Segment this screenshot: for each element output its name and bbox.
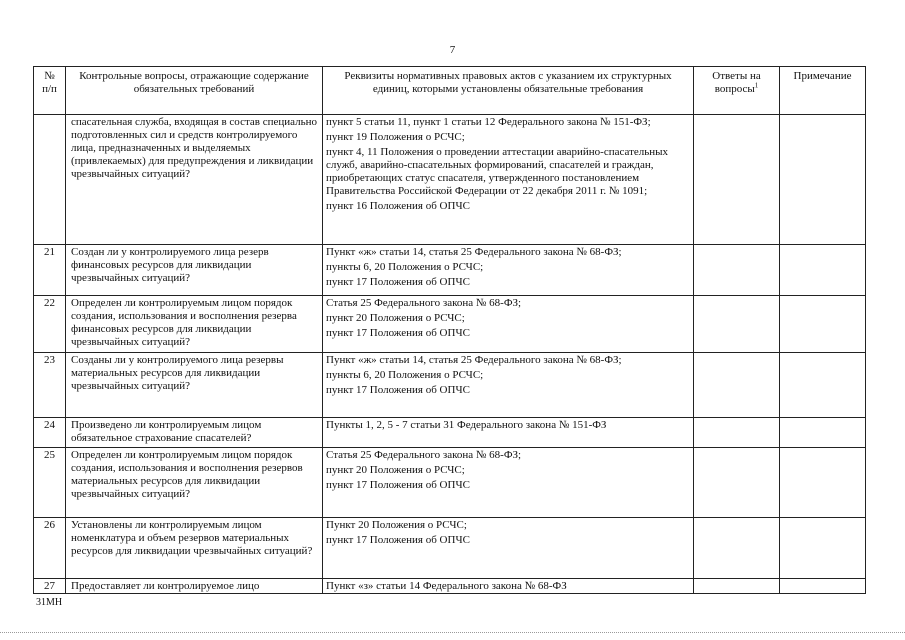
answer-cell[interactable] — [694, 245, 780, 296]
reference-line: Пункт «з» статьи 14 Федерального закона № 68-ФЗ — [326, 580, 567, 592]
requirements-table — [33, 66, 866, 594]
row-number: 25 — [34, 448, 66, 518]
row-question: Установлены ли контролируемым лицом номенклатура и объем резервов материальных ресурсов для ликвидации чрезвычайных ситуаций? — [66, 518, 323, 579]
row-number — [34, 115, 66, 245]
header-num: № п/п — [34, 67, 66, 115]
answers-footnote-mark: 1 — [754, 81, 759, 90]
row-number: 22 — [34, 296, 66, 353]
reference-line: Статья 25 Федерального закона № 68-ФЗ; — [326, 297, 522, 309]
answer-cell[interactable] — [694, 353, 780, 418]
note-cell[interactable] — [780, 518, 866, 579]
table-header-row — [34, 67, 866, 115]
row-number: 27 — [34, 579, 66, 594]
table-row — [34, 353, 866, 418]
row-question: Созданы ли у контролируемого лица резервы материальных ресурсов для ликвидации чрезвычайных ситуаций? — [66, 353, 323, 418]
note-cell[interactable] — [780, 579, 866, 594]
reference-line: пункт 17 Положения об ОПЧС — [326, 327, 470, 339]
reference-line: пункт 17 Положения об ОПЧС — [326, 534, 470, 546]
row-number: 24 — [34, 418, 66, 448]
header-answers: Ответы на вопросы$^1$ — [694, 67, 780, 115]
reference-line: пункт 17 Положения об ОПЧС — [326, 384, 470, 396]
row-question: Определен ли контролируемым лицом порядок создания, использования и восполнения резервов материальных ресурсов для ликвидации чрезвычайных ситуаций? — [66, 448, 323, 518]
reference-line: пункт 4, 11 Положения о проведении аттестации аварийно-спасательных служб, аварийно-спасательных формирований, спасателей и граждан, приобретающих статус спасателя, утвержденного постановлением Правительства Российской Федерации от 22 декабря 2011 г. № 1091; — [326, 146, 669, 197]
table-row — [34, 518, 866, 579]
table-row — [34, 448, 866, 518]
reference-line: пункт 16 Положения об ОПЧС — [326, 200, 470, 212]
row-question: Определен ли контролируемым лицом порядок создания, использования и восполнения резерва финансовых ресурсов для ликвидации чрезвычайных ситуаций? — [66, 296, 323, 353]
row-references — [323, 245, 694, 296]
reference-line: Пункты 1, 2, 5 - 7 статьи 31 Федерального закона № 151-ФЗ — [326, 419, 607, 431]
reference-line: пункт 20 Положения о РСЧС; — [326, 464, 465, 476]
note-cell[interactable] — [780, 353, 866, 418]
reference-line: пункт 17 Положения об ОПЧС — [326, 276, 470, 288]
row-number: 26 — [34, 518, 66, 579]
reference-line: пункт 19 Положения о РСЧС; — [326, 131, 465, 143]
reference-line: Пункт «ж» статьи 14, статья 25 Федерального закона № 68-ФЗ; — [326, 354, 622, 366]
row-references — [323, 353, 694, 418]
answer-cell[interactable] — [694, 115, 780, 245]
table-row — [34, 245, 866, 296]
answer-cell[interactable] — [694, 579, 780, 594]
row-references — [323, 418, 694, 448]
row-references — [323, 579, 694, 594]
table-row — [34, 579, 866, 594]
table-row — [34, 418, 866, 448]
reference-line: Пункт 20 Положения о РСЧС; — [326, 519, 467, 531]
row-question: Предоставляет ли контролируемое лицо — [66, 579, 323, 594]
table-row — [34, 296, 866, 353]
note-cell[interactable] — [780, 245, 866, 296]
note-cell[interactable] — [780, 296, 866, 353]
footer-code: 31МН — [36, 597, 63, 608]
note-cell[interactable] — [780, 448, 866, 518]
answer-cell[interactable] — [694, 448, 780, 518]
scan-edge-line — [0, 632, 905, 633]
table-row — [34, 115, 866, 245]
reference-line: пункты 6, 20 Положения о РСЧС; — [326, 261, 484, 273]
header-questions: Контрольные вопросы, отражающие содержание обязательных требований — [66, 67, 323, 115]
reference-line: пункты 6, 20 Положения о РСЧС; — [326, 369, 484, 381]
reference-line: Статья 25 Федерального закона № 68-ФЗ; — [326, 449, 522, 461]
reference-line: пункт 5 статьи 11, пункт 1 статьи 12 Федерального закона № 151-ФЗ; — [326, 116, 651, 128]
row-number: 21 — [34, 245, 66, 296]
row-question: спасательная служба, входящая в состав специально подготовленных сил и средств контролируемого лица, предназначенных и выделяемых (привлекаемых) для предупреждения и ликвидации чрезвычайных ситуаций? — [66, 115, 323, 245]
row-number: 23 — [34, 353, 66, 418]
note-cell[interactable] — [780, 115, 866, 245]
header-requisites: Реквизиты нормативных правовых актов с указанием их структурных единиц, которыми установлены обязательные требования — [323, 67, 694, 115]
reference-line: пункт 20 Положения о РСЧС; — [326, 312, 465, 324]
row-references — [323, 518, 694, 579]
answer-cell[interactable] — [694, 518, 780, 579]
answer-cell[interactable] — [694, 418, 780, 448]
reference-line: Пункт «ж» статьи 14, статья 25 Федерального закона № 68-ФЗ; — [326, 246, 622, 258]
row-question: Произведено ли контролируемым лицом обязательное страхование спасателей? — [66, 418, 323, 448]
header-note: Примечание — [780, 67, 866, 115]
page-number: 7 — [449, 44, 456, 56]
row-references — [323, 296, 694, 353]
note-cell[interactable] — [780, 418, 866, 448]
reference-line: пункт 17 Положения об ОПЧС — [326, 479, 470, 491]
row-question: Создан ли у контролируемого лица резерв финансовых ресурсов для ликвидации чрезвычайных ситуаций? — [66, 245, 323, 296]
row-references — [323, 115, 694, 245]
row-references — [323, 448, 694, 518]
answer-cell[interactable] — [694, 296, 780, 353]
